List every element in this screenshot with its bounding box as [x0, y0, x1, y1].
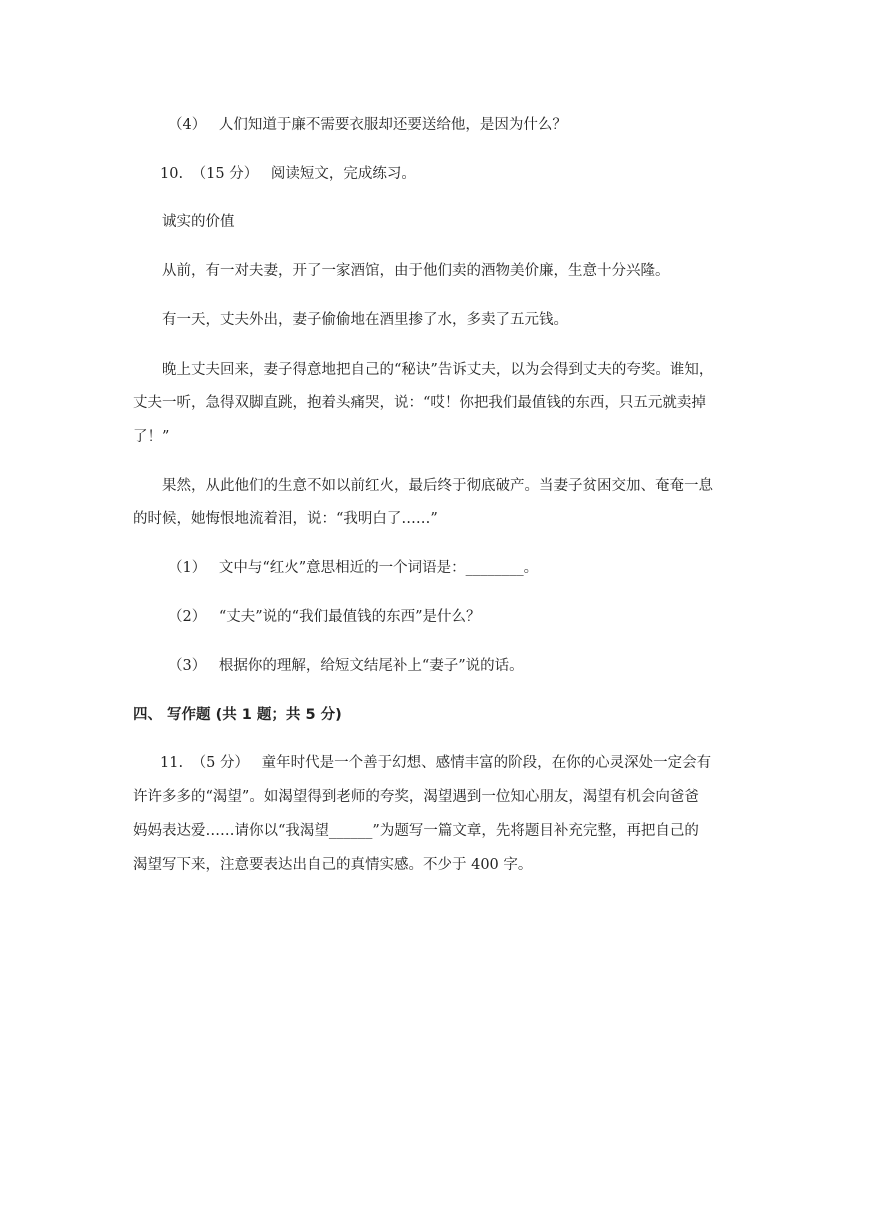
- question-10-sub-3: [168, 654, 524, 675]
- passage-paragraph: 从前，有一对夫妻，开了一家酒馆，由于他们卖的酒物美价廉，生意十分兴隆。: [162, 263, 670, 279]
- section-heading: 四、 写作题 (共 1 题；共 5 分): [133, 707, 342, 723]
- question-text: 童年时代是一个善于幻想、感情丰富的阶段，在你的心灵深处一定会有: [261, 755, 712, 771]
- sub-text: 文中与“红火”意思相近的一个词语是：________。: [218, 560, 539, 576]
- sub-number: （2）: [168, 609, 207, 625]
- question-score: （5 分）: [191, 755, 250, 771]
- sub-number: （4）: [168, 117, 207, 133]
- question-text: 妈妈表达爱……请你以“我渴望______”为题写一篇文章，先将题目补充完整，再把自己的: [133, 823, 699, 839]
- question-number: 11.: [160, 755, 184, 771]
- passage-paragraph: 有一天，丈夫外出，妻子偷偷地在酒里掺了水，多卖了五元钱。: [162, 312, 568, 328]
- passage-paragraph: 果然，从此他们的生意不如以前红火，最后终于彻底破产。当妻子贫困交加、奄奄一息: [162, 478, 713, 494]
- sub-number: （3）: [168, 658, 207, 674]
- question-text: 许许多多的“渴望”。如渴望得到老师的夸奖，渴望遇到一位知心朋友，渴望有机会向爸爸: [133, 789, 699, 805]
- question-10-header: [160, 162, 416, 183]
- question-instruction: 阅读短文，完成练习。: [270, 166, 416, 182]
- question-text: 渴望写下来，注意要表达出自己的真情实感。不少于 400 字。: [133, 857, 533, 873]
- sub-text: “丈夫”说的“我们最值钱的东西”是什么？: [218, 609, 481, 625]
- question-9-sub-4: [168, 113, 567, 134]
- question-10-sub-1: [168, 556, 538, 577]
- question-score: （15 分）: [191, 166, 259, 182]
- passage-paragraph: 丈夫一听，急得双脚直跳，抱着头痛哭，说：“哎！你把我们最值钱的东西，只五元就卖掉: [133, 395, 706, 411]
- question-11-line-1: [160, 751, 711, 772]
- passage-paragraph: 晚上丈夫回来，妻子得意地把自己的“秘诀”告诉丈夫，以为会得到丈夫的夸奖。谁知，: [162, 362, 714, 378]
- sub-text: 人们知道于廉不需要衣服却还要送给他，是因为什么？: [218, 117, 567, 133]
- sub-number: （1）: [168, 560, 207, 576]
- question-number: 10.: [160, 166, 184, 182]
- passage-paragraph: 的时候，她悔恨地流着泪，说：“我明白了……”: [133, 511, 438, 527]
- question-10-sub-2: [168, 605, 481, 626]
- sub-text: 根据你的理解，给短文结尾补上“妻子”说的话。: [218, 658, 524, 674]
- passage-paragraph: 了！”: [133, 429, 170, 445]
- passage-title: 诚实的价值: [162, 214, 235, 230]
